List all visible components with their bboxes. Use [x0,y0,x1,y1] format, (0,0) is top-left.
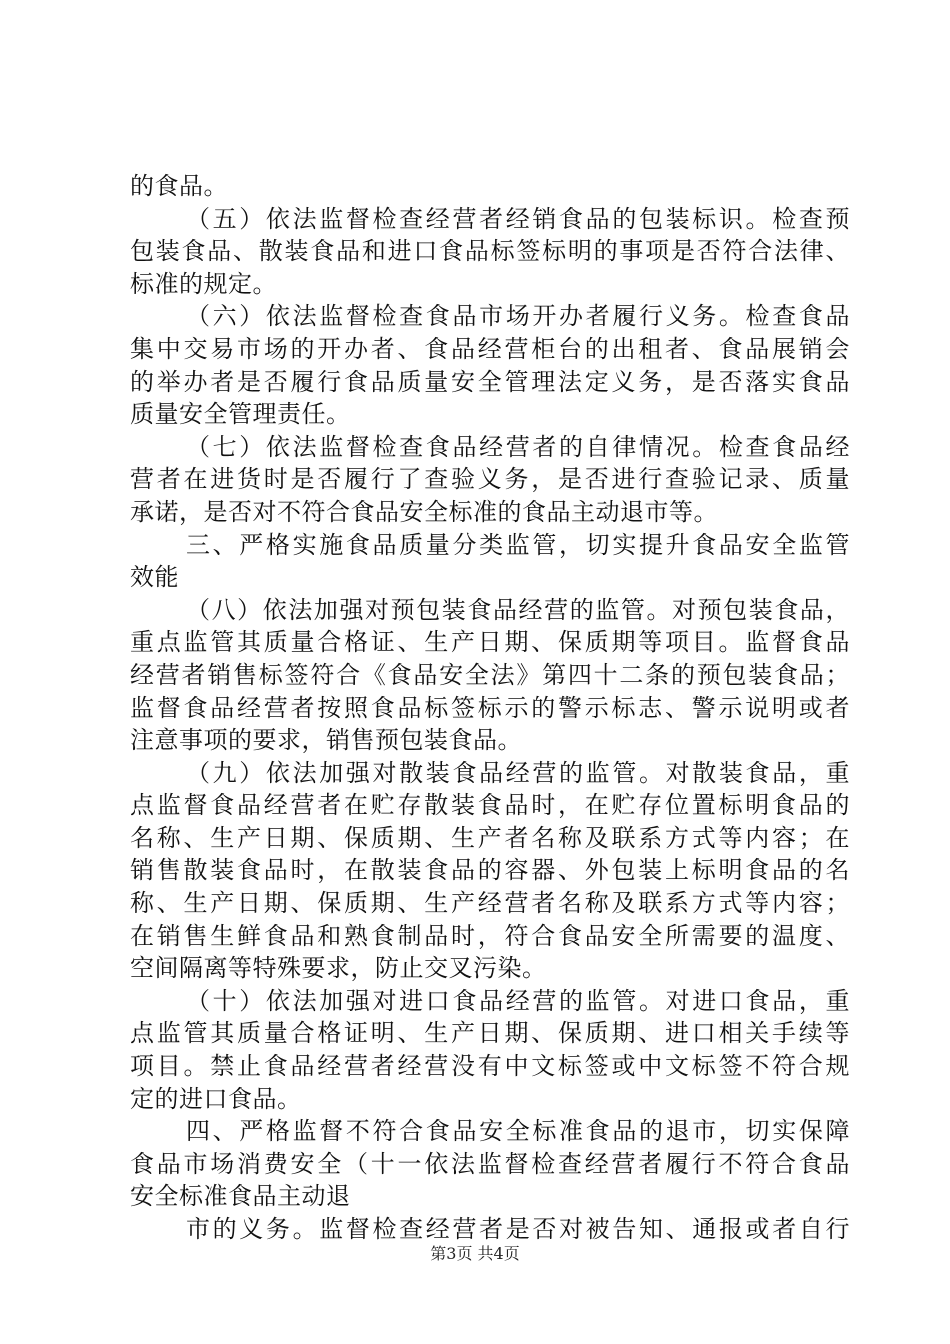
text-line: （十）依法加强对进口食品经营的监管。对进口食品，重 [186,986,850,1015]
text-line: （九）依法加强对散装食品经营的监管。对散装食品，重 [186,758,850,787]
text-line: 定的进口食品。 [130,1084,302,1113]
text-line: 销售散装食品时，在散装食品的容器、外包装上标明食品的名 [130,856,850,885]
text-line: 质量安全管理责任。 [130,400,351,429]
text-line: （六）依法监督检查食品市场开办者履行义务。检查食品 [186,302,850,331]
text-line: 监督食品经营者按照食品标签标示的警示标志、警示说明或者 [130,693,850,722]
text-line: 称、生产日期、保质期、生产经营者名称及联系方式等内容； [130,889,850,918]
text-line: 三、严格实施食品质量分类监管，切实提升食品安全监管 [186,530,850,559]
text-line: 点监管其质量合格证明、生产日期、保质期、进口相关手续等 [130,1019,850,1048]
text-line: 在销售生鲜食品和熟食制品时，符合食品安全所需要的温度、 [130,921,850,950]
text-line: 注意事项的要求，销售预包装食品。 [130,726,522,755]
text-line: 营者在进货时是否履行了查验义务，是否进行查验记录、质量 [130,465,850,494]
text-line: （七）依法监督检查食品经营者的自律情况。检查食品经 [186,432,850,461]
text-line: 集中交易市场的开办者、食品经营柜台的出租者、食品展销会 [130,334,850,363]
text-line: 重点监管其质量合格证、生产日期、保质期等项目。监督食品 [130,628,850,657]
page-footer: 第3页 共4页 [430,1244,520,1263]
text-line: 效能 [130,563,179,592]
text-line: 食品市场消费安全（十一依法监督检查经营者履行不符合食品 [130,1149,850,1178]
text-line: 的食品。 [130,172,228,200]
text-line: （五）依法监督检查经营者经销食品的包装标识。检查预 [186,204,850,233]
text-line: 经营者销售标签符合《食品安全法》第四十二条的预包装食品； [130,660,850,689]
text-line: 市的义务。监督检查经营者是否对被告知、通报或者自行 [186,1215,850,1243]
text-line: 的举办者是否履行食品质量安全管理法定义务，是否落实食品 [130,367,850,396]
text-line: 项目。禁止食品经营者经营没有中文标签或中文标签不符合规 [130,1052,850,1081]
text-line: 四、严格监督不符合食品安全标准食品的退市，切实保障 [186,1117,850,1146]
text-line: 安全标准食品主动退 [130,1182,351,1211]
text-line: 标准的规定。 [130,269,277,298]
document-body [130,170,850,1246]
text-line: 承诺，是否对不符合食品安全标准的食品主动退市等。 [130,497,718,526]
text-line: （八）依法加强对预包装食品经营的监管。对预包装食品， [186,595,850,624]
text-line: 点监督食品经营者在贮存散装食品时，在贮存位置标明食品的 [130,791,850,820]
text-line: 包装食品、散装食品和进口食品标签标明的事项是否符合法律、 [130,237,850,266]
text-line: 名称、生产日期、保质期、生产者名称及联系方式等内容；在 [130,823,850,852]
text-line: 空间隔离等特殊要求，防止交叉污染。 [130,954,547,983]
